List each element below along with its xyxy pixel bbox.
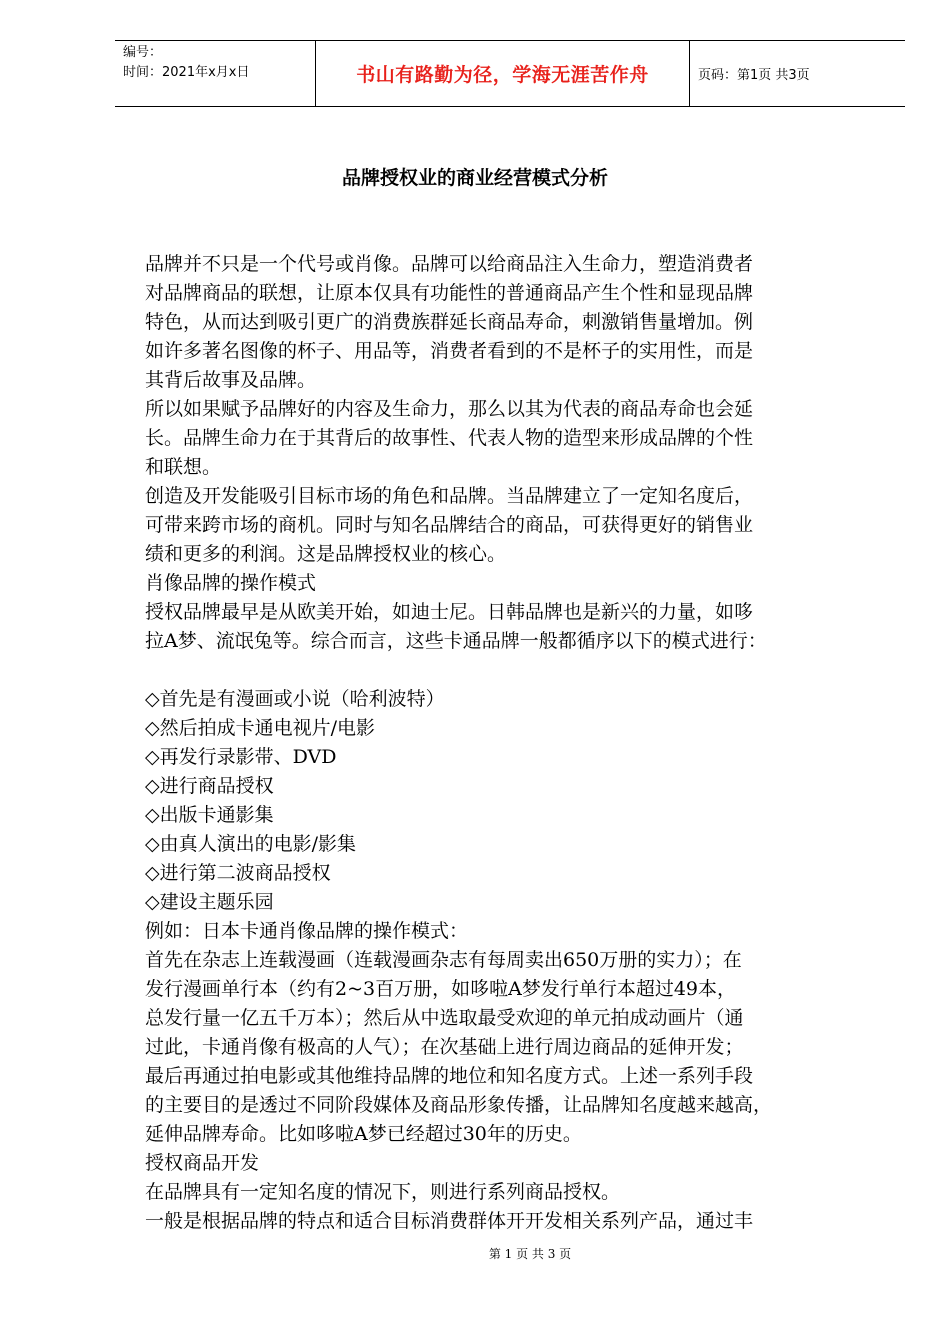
body-line: 一般是根据品牌的特点和适合目标消费群体开开发相关系列产品，通过丰 [145, 1210, 754, 1232]
body-line: ◇然后拍成卡通电视片/电影 [145, 717, 376, 739]
body-line: ◇由真人演出的电影/影集 [145, 833, 357, 855]
body-line: 的主要目的是透过不同阶段媒体及商品形象传播，让品牌知名度越来越高， [145, 1094, 773, 1116]
body-line: 过此，卡通肖像有极高的人气）；在次基础上进行周边商品的延伸开发； [145, 1036, 744, 1058]
document-body [145, 250, 875, 1236]
body-line: 例如：日本卡通肖像品牌的操作模式： [145, 920, 469, 942]
body-line: 肖像品牌的操作模式 [145, 572, 317, 594]
body-line: 和联想。 [145, 456, 222, 478]
body-line: ◇出版卡通影集 [145, 804, 274, 826]
body-line: 其背后故事及品牌。 [145, 369, 317, 391]
body-line: 品牌并不只是一个代号或肖像。品牌可以给商品注入生命力，塑造消费者 [145, 253, 754, 275]
body-line [145, 656, 875, 685]
body-line: 拉A梦、流氓兔等。综合而言，这些卡通品牌一般都循序以下的模式进行： [145, 630, 767, 652]
document-title: 品牌授权业的商业经营模式分析 [341, 167, 608, 189]
body-line: 如许多著名图像的杯子、用品等，消费者看到的不是杯子的实用性，而是 [145, 340, 754, 362]
body-line: 特色，从而达到吸引更广的消费族群延长商品寿命，刺激销售量增加。例 [145, 311, 754, 333]
header-meta-cell [115, 41, 316, 106]
header-motto: 书山有路勤为径，学海无涯苦作舟 [316, 41, 690, 106]
body-line: ◇建设主题乐园 [145, 891, 274, 913]
body-line: ◇首先是有漫画或小说（哈利波特） [145, 688, 445, 710]
body-line: 在品牌具有一定知名度的情况下，则进行系列商品授权。 [145, 1181, 621, 1203]
body-line: 长。品牌生命力在于其背后的故事性、代表人物的造型来形成品牌的个性 [145, 427, 754, 449]
body-line: 所以如果赋予品牌好的内容及生命力，那么以其为代表的商品寿命也会延 [145, 398, 754, 420]
body-line: 可带来跨市场的商机。同时与知名品牌结合的商品，可获得更好的销售业 [145, 514, 754, 536]
body-line: 最后再通过拍电影或其他维持品牌的地位和知名度方式。上述一系列手段 [145, 1065, 754, 1087]
body-line: 延伸品牌寿命。比如哆啦A梦已经超过30年的历史。 [145, 1123, 582, 1145]
header-number-label: 编号： [123, 45, 163, 60]
body-line: ◇进行商品授权 [145, 775, 274, 797]
page-footer: 第 1 页 共 3 页 [488, 1247, 572, 1261]
header-page-info: 页码：第1页 共3页 [698, 68, 810, 83]
body-line: 首先在杂志上连载漫画（连载漫画杂志有每周卖出650万册的实力）；在 [145, 949, 742, 971]
body-line: 总发行量一亿五千万本）；然后从中选取最受欢迎的单元拍成动画片（通 [145, 1007, 744, 1029]
body-line: 授权品牌最早是从欧美开始，如迪士尼。日韩品牌也是新兴的力量，如哆 [145, 601, 754, 623]
body-line: 绩和更多的利润。这是品牌授权业的核心。 [145, 543, 507, 565]
body-line: 对品牌商品的联想，让原本仅具有功能性的普通商品产生个性和显现品牌 [145, 282, 754, 304]
body-line: 发行漫画单行本（约有2~3百万册，如哆啦A梦发行单行本超过49本， [145, 978, 736, 1000]
body-line: 授权商品开发 [145, 1152, 260, 1174]
body-line: 创造及开发能吸引目标市场的角色和品牌。当品牌建立了一定知名度后， [145, 485, 754, 507]
page-header [115, 40, 905, 107]
header-time-label: 时间：2021年x月x日 [123, 65, 250, 80]
body-line: ◇进行第二波商品授权 [145, 862, 331, 884]
body-line: ◇再发行录影带、DVD [145, 746, 337, 768]
